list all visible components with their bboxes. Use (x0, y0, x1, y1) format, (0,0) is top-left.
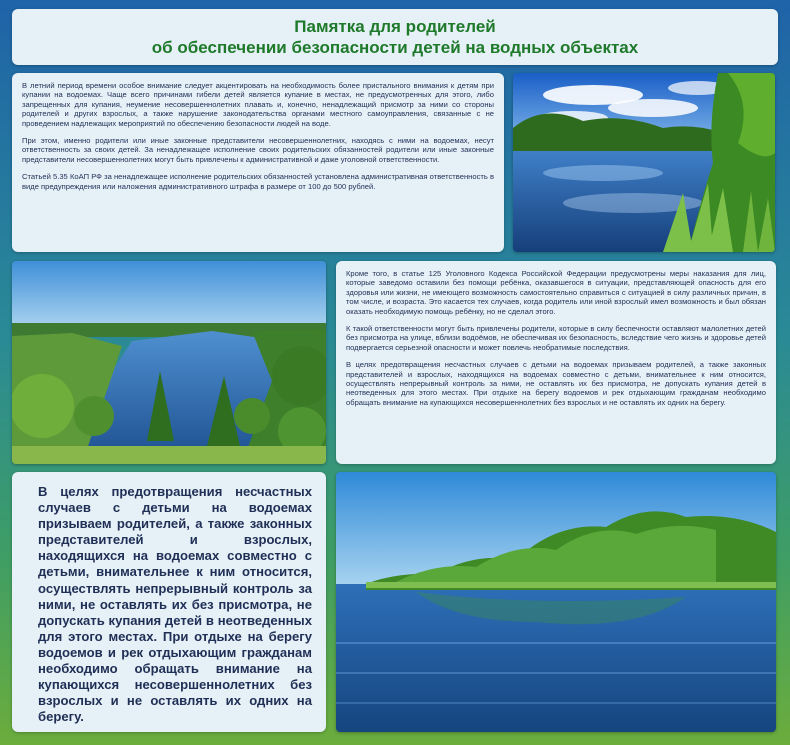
appeal-paragraph: В целях предотвращения несчастных случаев с детьми на водоемах призываем родителей, а также законных представителей и взрослых, находящихся на водоемах совместно с детьми, внимательнее к ним относится, осуществлять непрерывный контроль за ними, не оставлять их без присмотра, не допускать купания детей в неотведенных для этого местах. При отдыхе на берегу водоемов и рек отдыхающим гражданам необходимо обращать внимание на купающихся несовершеннолетних без взрослых и не оставлять их одних на берегу. (38, 484, 312, 725)
law-text-block (336, 261, 776, 464)
law-paragraph: В целях предотвращения несчастных случаев с детьми на водоемах призываем родителей, а также законных представителей и взрослых, находящихся на водоемах совместно с детьми, внимательнее к ним относится, осуществлять непрерывный контроль за ними, не оставлять их без присмотра, не допускать купания детей в неотведенных для этого местах. При отдыхе на берегу водоемов и рек отдыхающим гражданам необходимо обращать внимание на купающихся несовершеннолетних без взрослых и не оставлять их одних на берегу. (346, 360, 766, 407)
law-paragraph: Кроме того, в статье 125 Уголовного Кодекса Российской Федерации предусмотрены меры наказания для лиц, которые заведомо оставили без помощи ребёнка, оказавшегося в ситуации, представляющей опасность для его здоровья или жизни, не имеющего возможность самостоятельно справиться с ситуацией в силу различных причин, в том числе, и возраста. Это касается тех случаев, когда родитель или иной взрослый имел возможность и был обязан оказать необходимую помощь ребёнку, но не сделал этого. (346, 269, 766, 316)
title-banner (12, 9, 778, 65)
law-paragraph: К такой ответственности могут быть привлечены родители, которые в силу беспечности оставляют малолетних детей без присмотра на улице, вблизи водоёмов, не обеспечивая их безопасность, вследствие чего жизнь и здоровье детей подвергается серьезной опасности и может повлечь необратимые последствия. (346, 324, 766, 352)
intro-paragraph: Статьей 5.35 КоАП РФ за ненадлежащее исполнение родительских обязанностей установлена административная ответственность в виде предупреждения или наложения административного штрафа в размере от 100 до 500 рублей. (22, 172, 494, 191)
page-title: Памятка для родителей (294, 17, 496, 36)
intro-paragraph: При этом, именно родители или иные законные представители несовершеннолетних, находясь с ними на водоемах, несут ответственность за своих детей. За ненадлежащее исполнение своих родительских обязанностей родители или иные законные представители несовершеннолетних могут быть привлечены к административной и даже уголовной ответственности. (22, 136, 494, 164)
calm-river-photo (336, 472, 776, 732)
lake-photo-sky (513, 73, 775, 252)
appeal-text-block (12, 472, 326, 732)
intro-paragraph: В летний период времени особое внимание следует акцентировать на необходимость более пристального внимания к детям при купании на водоемах. Чаще всего причинами гибели детей является купание в местах, не предусмотренных для этого, либо запрещенных для купания, неумение несовершеннолетних плавать и, конечно, ненадлежащий присмотр за ними со стороны родителей и других взрослых, а также нарушение законодательства органами местного самоуправления, связанные с не проведением надлежащих мероприятий по обеспечению безопасности людей на воде. (22, 81, 494, 128)
river-landscape-photo (12, 261, 326, 464)
page-subtitle: об обеспечении безопасности детей на водных объектах (151, 38, 639, 57)
intro-text-block (12, 73, 504, 252)
